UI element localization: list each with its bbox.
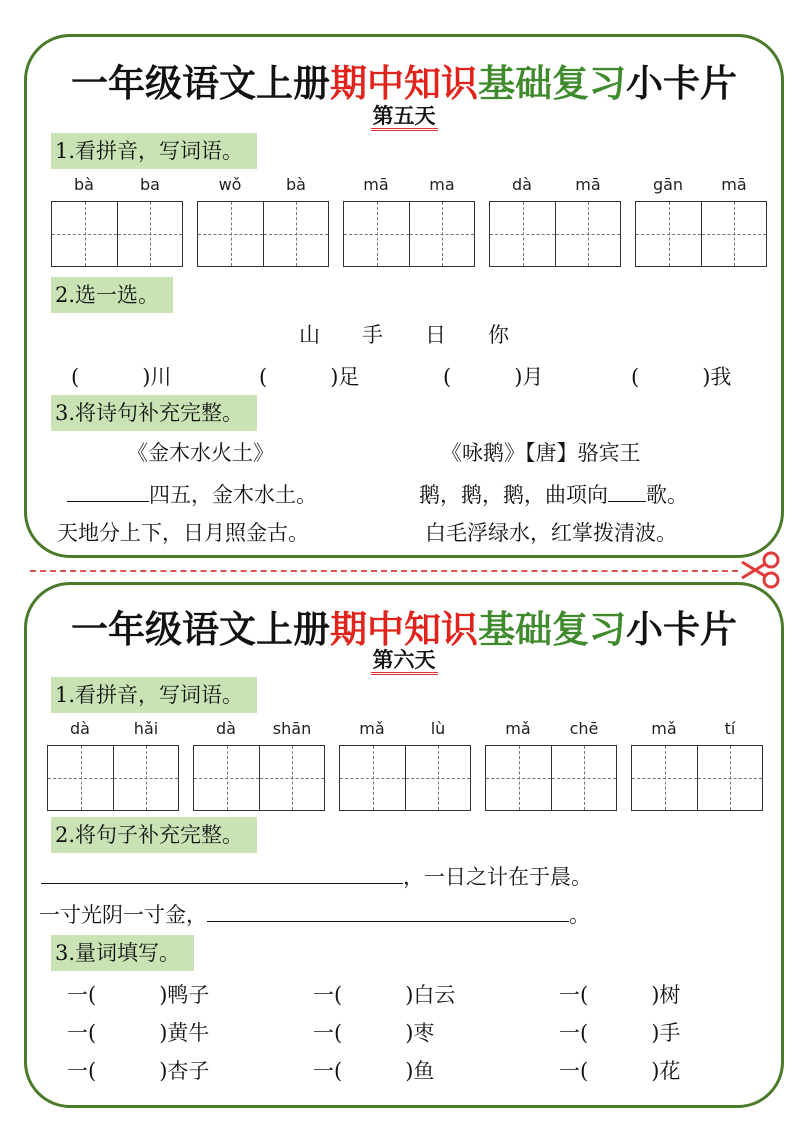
pinyin-row: [27, 719, 787, 741]
measure-item[interactable]: 一( )树: [559, 983, 681, 1007]
writing-box[interactable]: [47, 745, 179, 811]
pinyin-6: lù: [430, 719, 446, 738]
pinyin-8: chē: [569, 719, 599, 738]
measure-item[interactable]: 一( )白云: [313, 983, 456, 1007]
writing-box[interactable]: [339, 745, 471, 811]
pinyin-9: mǎ: [651, 719, 677, 738]
card-title: [27, 53, 781, 107]
measure-item[interactable]: 一( )鱼: [313, 1059, 435, 1083]
pinyin-1: dà: [70, 719, 90, 738]
sentence-1: ，一日之计在于晨。: [41, 861, 592, 891]
section-heading-1: 1.看拼音，写词语。: [51, 133, 257, 169]
poem-1-line-1: 四五，金木水土。: [67, 479, 317, 509]
measure-item[interactable]: 一( )花: [559, 1059, 681, 1083]
writing-grid-row: [27, 745, 787, 813]
day-label: 第六天: [27, 647, 781, 675]
writing-box[interactable]: [197, 201, 329, 267]
pinyin-8: mā: [575, 175, 601, 194]
writing-box[interactable]: [635, 201, 767, 267]
title-part-1: 一年级语文上册: [71, 62, 330, 105]
writing-box[interactable]: [489, 201, 621, 267]
pinyin-2: hǎi: [133, 719, 159, 738]
section-heading-2: 2.选一选。: [51, 277, 173, 313]
poem-1-title: 《金木水火土》: [127, 441, 274, 465]
writing-box[interactable]: [51, 201, 183, 267]
choice-words: 山 手 日 你: [299, 323, 509, 347]
poem-2-title: 《咏鹅》【唐】骆宾王: [441, 441, 641, 465]
measure-item[interactable]: 一( )黄牛: [67, 1021, 210, 1045]
pinyin-1: bà: [74, 175, 94, 194]
answer-blank[interactable]: [41, 865, 403, 884]
card-title: [27, 599, 781, 653]
section-heading-2: 2.将句子补充完整。: [51, 817, 257, 853]
title-part-4: 小卡片: [626, 608, 737, 651]
card-day-5: [24, 34, 784, 558]
writing-box[interactable]: [485, 745, 617, 811]
blank-item-1[interactable]: ( )川: [71, 365, 172, 389]
measure-item[interactable]: 一( )手: [559, 1021, 681, 1045]
pinyin-4: shān: [272, 719, 312, 738]
answer-blank[interactable]: [608, 483, 646, 502]
section-heading-1: 1.看拼音，写词语。: [51, 677, 257, 713]
title-part-1: 一年级语文上册: [71, 608, 330, 651]
poem-1-line-2: 天地分上下，日月照金古。: [57, 521, 309, 545]
measure-item[interactable]: 一( )鸭子: [67, 983, 210, 1007]
measure-item[interactable]: 一( )枣: [313, 1021, 435, 1045]
poem-2-line-2: 白毛浮绿水，红掌拨清波。: [425, 521, 677, 545]
sentence-2: 一寸光阴一寸金， 。: [39, 903, 590, 927]
measure-item[interactable]: 一( )杏子: [67, 1059, 210, 1083]
title-part-2: 期中知识: [330, 62, 478, 105]
pinyin-5: mā: [363, 175, 389, 194]
poem-2-line-1: 鹅，鹅，鹅，曲项向 歌。: [419, 483, 688, 507]
writing-box[interactable]: [343, 201, 475, 267]
writing-grid-row: [27, 201, 787, 269]
pinyin-row: [27, 175, 787, 197]
pinyin-3: dà: [216, 719, 236, 738]
cut-line: [30, 570, 738, 572]
title-part-2: 期中知识: [330, 608, 478, 651]
day-label: 第五天: [27, 103, 781, 131]
answer-blank[interactable]: [207, 903, 569, 922]
blank-item-3[interactable]: ( )月: [443, 365, 544, 389]
pinyin-7: dà: [512, 175, 532, 194]
writing-box[interactable]: [631, 745, 763, 811]
section-heading-3: 3.将诗句补充完整。: [51, 395, 257, 431]
pinyin-10: mā: [721, 175, 747, 194]
pinyin-6: ma: [429, 175, 455, 194]
pinyin-4: bà: [286, 175, 306, 194]
blank-item-4[interactable]: ( )我: [631, 365, 732, 389]
pinyin-3: wǒ: [218, 175, 242, 194]
title-part-3: 基础复习: [478, 62, 626, 105]
blank-item-2[interactable]: ( )足: [259, 365, 360, 389]
section-heading-3: 3.量词填写。: [51, 935, 194, 971]
title-part-3: 基础复习: [478, 608, 626, 651]
pinyin-9: gān: [652, 175, 684, 194]
pinyin-2: ba: [140, 175, 160, 194]
card-day-6: [24, 582, 784, 1108]
pinyin-5: mǎ: [359, 719, 385, 738]
title-part-4: 小卡片: [626, 62, 737, 105]
pinyin-7: mǎ: [505, 719, 531, 738]
writing-box[interactable]: [193, 745, 325, 811]
pinyin-10: tí: [724, 719, 736, 738]
answer-blank[interactable]: [67, 483, 149, 502]
